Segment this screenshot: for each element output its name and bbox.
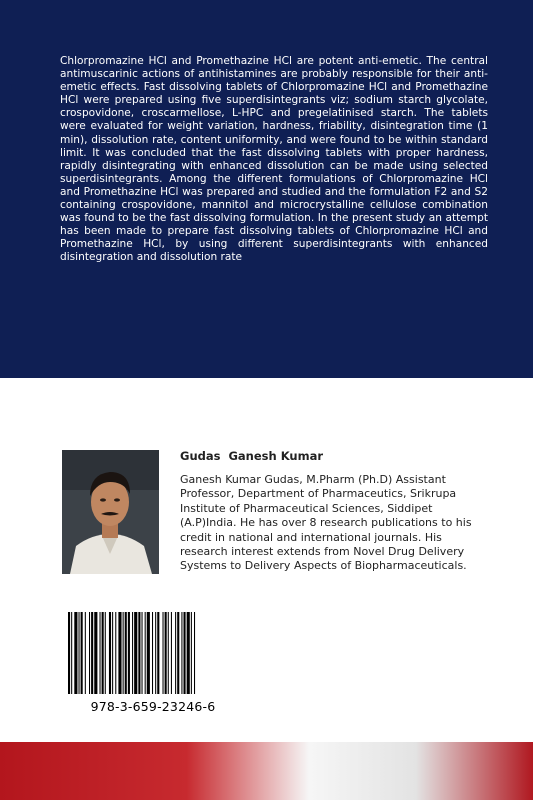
barcode-bar (109, 612, 111, 694)
barcode-bar (105, 612, 106, 694)
author-name: Gudas Ganesh Kumar (180, 449, 324, 463)
barcode-bar (71, 612, 72, 694)
barcode-bar (163, 612, 164, 694)
barcode-bar (181, 612, 182, 694)
barcode-bar (125, 612, 127, 694)
barcode-bar (138, 612, 140, 694)
barcode-bar (91, 612, 93, 694)
barcode (66, 612, 240, 694)
barcode-bar (74, 612, 77, 694)
barcode-bar (177, 612, 179, 694)
barcode-bar (118, 612, 121, 694)
barcode-bar (152, 612, 153, 694)
barcode-bar (102, 612, 104, 694)
author-photo (62, 450, 159, 574)
barcode-bar (115, 612, 116, 694)
barcode-bar (155, 612, 156, 694)
barcode-bar (142, 612, 143, 694)
barcode-bar (157, 612, 159, 694)
isbn-number: 978-3-659-23246-6 (90, 699, 216, 714)
barcode-bar (128, 612, 130, 694)
back-cover-blue-panel (0, 0, 533, 378)
barcode-bar (145, 612, 146, 694)
barcode-bar (191, 612, 192, 694)
barcode-bar (165, 612, 167, 694)
abstract-text: Chlorpromazine HCl and Promethazine HCl are potent anti-emetic. The central antimuscarinic actions of antihistamines are probably responsible for their anti-emetic effects. Fast dissolving tablets of Chlorpromazine HCl and Promethazine HCl were prepared using five superdisintegrants viz; sodium starch glycolate, crospovidone, croscarmellose, L-HPC and pregelatinised starch. The tablets were evaluated for weight variation, hardness, friability, disintegration time (1 min), dissolution rate, content uniformity, and were found to be within standard limit. It was concluded that the fast dissolving tablets with proper hardness, rapidly disintegrating with enhanced dissolution can be made using selected superdisintegrants. Among the different formulations of Chlorpromazine HCl and Promethazine HCl was prepared and studied and the formulation F2 and S2 containing crospovidone, mannitol and microcrystalline cellulose combination was found to be the fast dissolving formulation. In the present study an attempt has been made to prepare fast dissolving tablets of Chlorpromazine HCl and Promethazine HCl, by using different superdisintegrants with enhanced disintegration and dissolution rate (60, 55, 488, 264)
barcode-bar (132, 612, 133, 694)
barcode-bar (85, 612, 86, 694)
barcode-bar (171, 612, 172, 694)
author-bio: Ganesh Kumar Gudas, M.Pharm (Ph.D) Assistant Professor, Department of Pharmaceutics, Srikrupa Institute of Pharmaceutical Sciences, Siddipet (A.P)India. He has over 8 research publications to his credit in national and international journals. His research interest extends from Novel Drug Delivery Systems to Delivery Aspects of Biopharmaceuticals. (180, 473, 472, 573)
barcode-bar (79, 612, 80, 694)
bottom-color-band (0, 742, 533, 800)
barcode-bar (89, 612, 90, 694)
barcode-bar (68, 612, 70, 694)
barcode-bar (123, 612, 124, 694)
author-portrait-icon (62, 450, 159, 574)
barcode-bar (168, 612, 169, 694)
barcode-bar (194, 612, 195, 694)
barcode-bar (81, 612, 83, 694)
barcode-bar (147, 612, 150, 694)
barcode-bar (175, 612, 176, 694)
barcode-bar (184, 612, 186, 694)
barcode-bar (100, 612, 101, 694)
barcode-bar (112, 612, 113, 694)
barcode-bar (187, 612, 190, 694)
barcode-bar (134, 612, 137, 694)
barcode-bars-icon (66, 612, 240, 694)
barcode-bar (94, 612, 97, 694)
